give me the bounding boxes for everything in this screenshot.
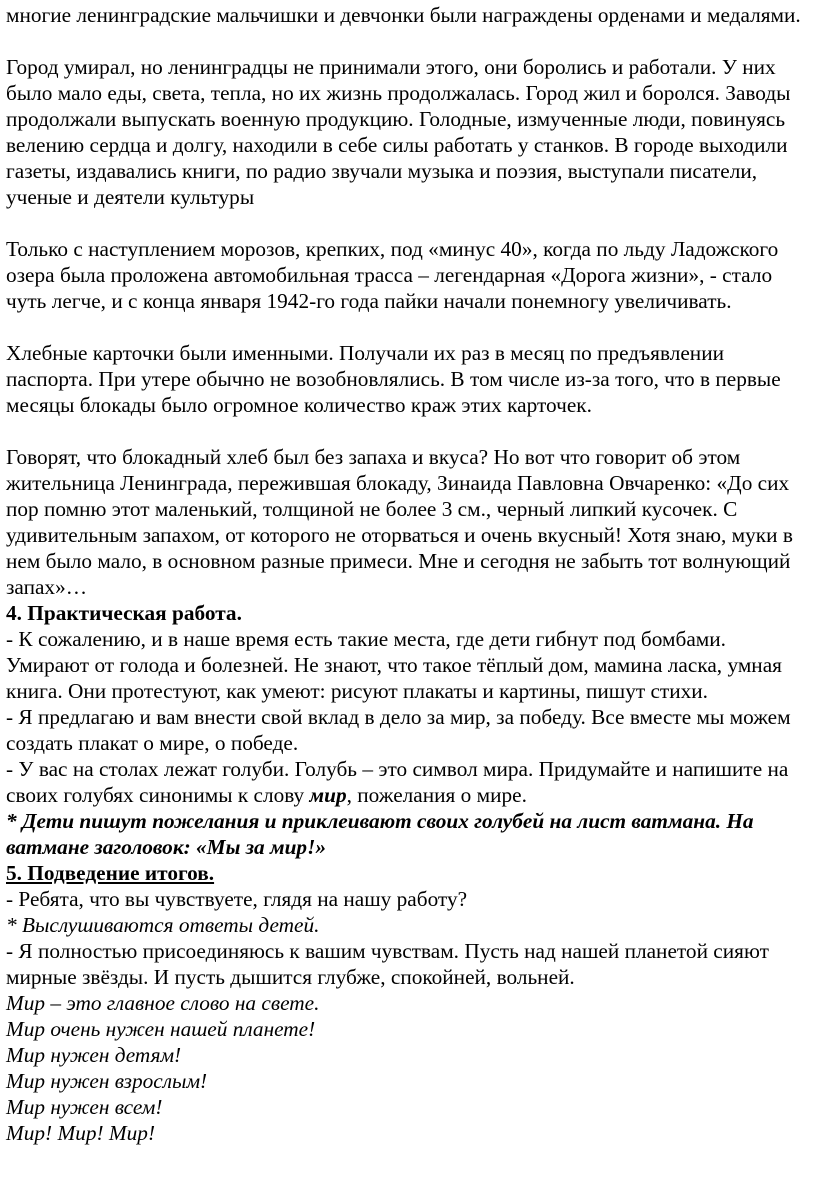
poem bbox=[6, 990, 808, 1146]
practical-work-line: - Я предлагаю и вам внести свой вклад в дело за мир, за победу. Все вместе мы можем создать плакат о мире, о победе. bbox=[6, 705, 791, 755]
poem-line: Мир нужен всем! bbox=[6, 1095, 163, 1119]
paragraph-awards: многие ленинградские мальчишки и девчонки были награждены орденами и медалями. bbox=[6, 3, 801, 27]
emphasized-word: мир bbox=[309, 783, 347, 807]
doves-text-end: , пожелания о мире. bbox=[346, 783, 527, 807]
section-heading-practical-work: 4. Практическая работа. bbox=[6, 601, 242, 625]
paragraph-road-of-life: Только с наступлением морозов, крепких, под «минус 40», когда по льду Ладожского озера была проложена автомобильная трасса – легендарная «Дорога жизни», - стало чуть легче, и с конца января 1942-го года пайки начали понемногу увеличивать. bbox=[6, 237, 779, 313]
paragraph-bread-cards: Хлебные карточки были именными. Получали их раз в месяц по предъявлении паспорта. При утере обычно не возобновлялись. В том числе из-за того, что в первые месяцы блокады было огромное количество краж этих карточек. bbox=[6, 341, 781, 417]
practical-work-doves-line bbox=[6, 756, 808, 808]
summary-note: * Выслушиваются ответы детей. bbox=[6, 913, 320, 937]
summary-line: - Ребята, что вы чувствуете, глядя на нашу работу? bbox=[6, 887, 468, 911]
paragraph-gap bbox=[6, 418, 808, 444]
summary-line: - Я полностью присоединяюсь к вашим чувствам. Пусть над нашей планетой сияют мирные звёзды. И пусть дышится глубже, спокойней, вольней. bbox=[6, 939, 769, 989]
practical-work-note: * Дети пишут пожелания и приклеивают своих голубей на лист ватмана. На ватмане заголовок: «Мы за мир!» bbox=[6, 809, 754, 859]
poem-line: Мир нужен взрослым! bbox=[6, 1069, 208, 1093]
doves-text-start: - У вас на столах лежат голуби. Голубь – это символ мира. Придумайте и напишите на своих голубях синонимы к слову bbox=[6, 757, 789, 807]
poem-line: Мир нужен детям! bbox=[6, 1043, 182, 1067]
poem-line: Мир – это главное слово на свете. bbox=[6, 991, 320, 1015]
poem-line: Мир! Мир! Мир! bbox=[6, 1121, 156, 1145]
section-heading-summary: 5. Подведение итогов. bbox=[6, 861, 215, 885]
paragraph-gap bbox=[6, 28, 808, 54]
paragraph-city-fought: Город умирал, но ленинградцы не принимали этого, они боролись и работали. У них было мало еды, света, тепла, но их жизнь продолжалась. Город жил и боролся. Заводы продолжали выпускать военную продукцию. Голодные, измученные люди, повинуясь велению сердца и долгу, находили в себе силы работать у станков. В городе выходили газеты, издавались книги, по радио звучали музыка и поэзия, выступали писатели, ученые и деятели культуры bbox=[6, 55, 791, 209]
practical-work-line: - К сожалению, и в наше время есть такие места, где дети гибнут под бомбами. Умирают от голода и болезней. Не знают, что такое тёплый дом, мамина ласка, умная книга. Они протестуют, как умеют: рисуют плакаты и картины, пишут стихи. bbox=[6, 627, 782, 703]
poem-line: Мир очень нужен нашей планете! bbox=[6, 1017, 316, 1041]
paragraph-gap bbox=[6, 210, 808, 236]
paragraph-blockade-bread: Говорят, что блокадный хлеб был без запаха и вкуса? Но вот что говорит об этом жительница Ленинграда, пережившая блокаду, Зинаида Павловна Овчаренко: «До сих пор помню этот маленький, толщиной не более 3 см., черный липкий кусочек. С удивительным запахом, от которого не оторваться и очень вкусный! Хотя знаю, муки в нем было мало, в основном разные примеси. Мне и сегодня не забыть тот волнующий запах»… bbox=[6, 445, 793, 599]
paragraph-gap bbox=[6, 314, 808, 340]
